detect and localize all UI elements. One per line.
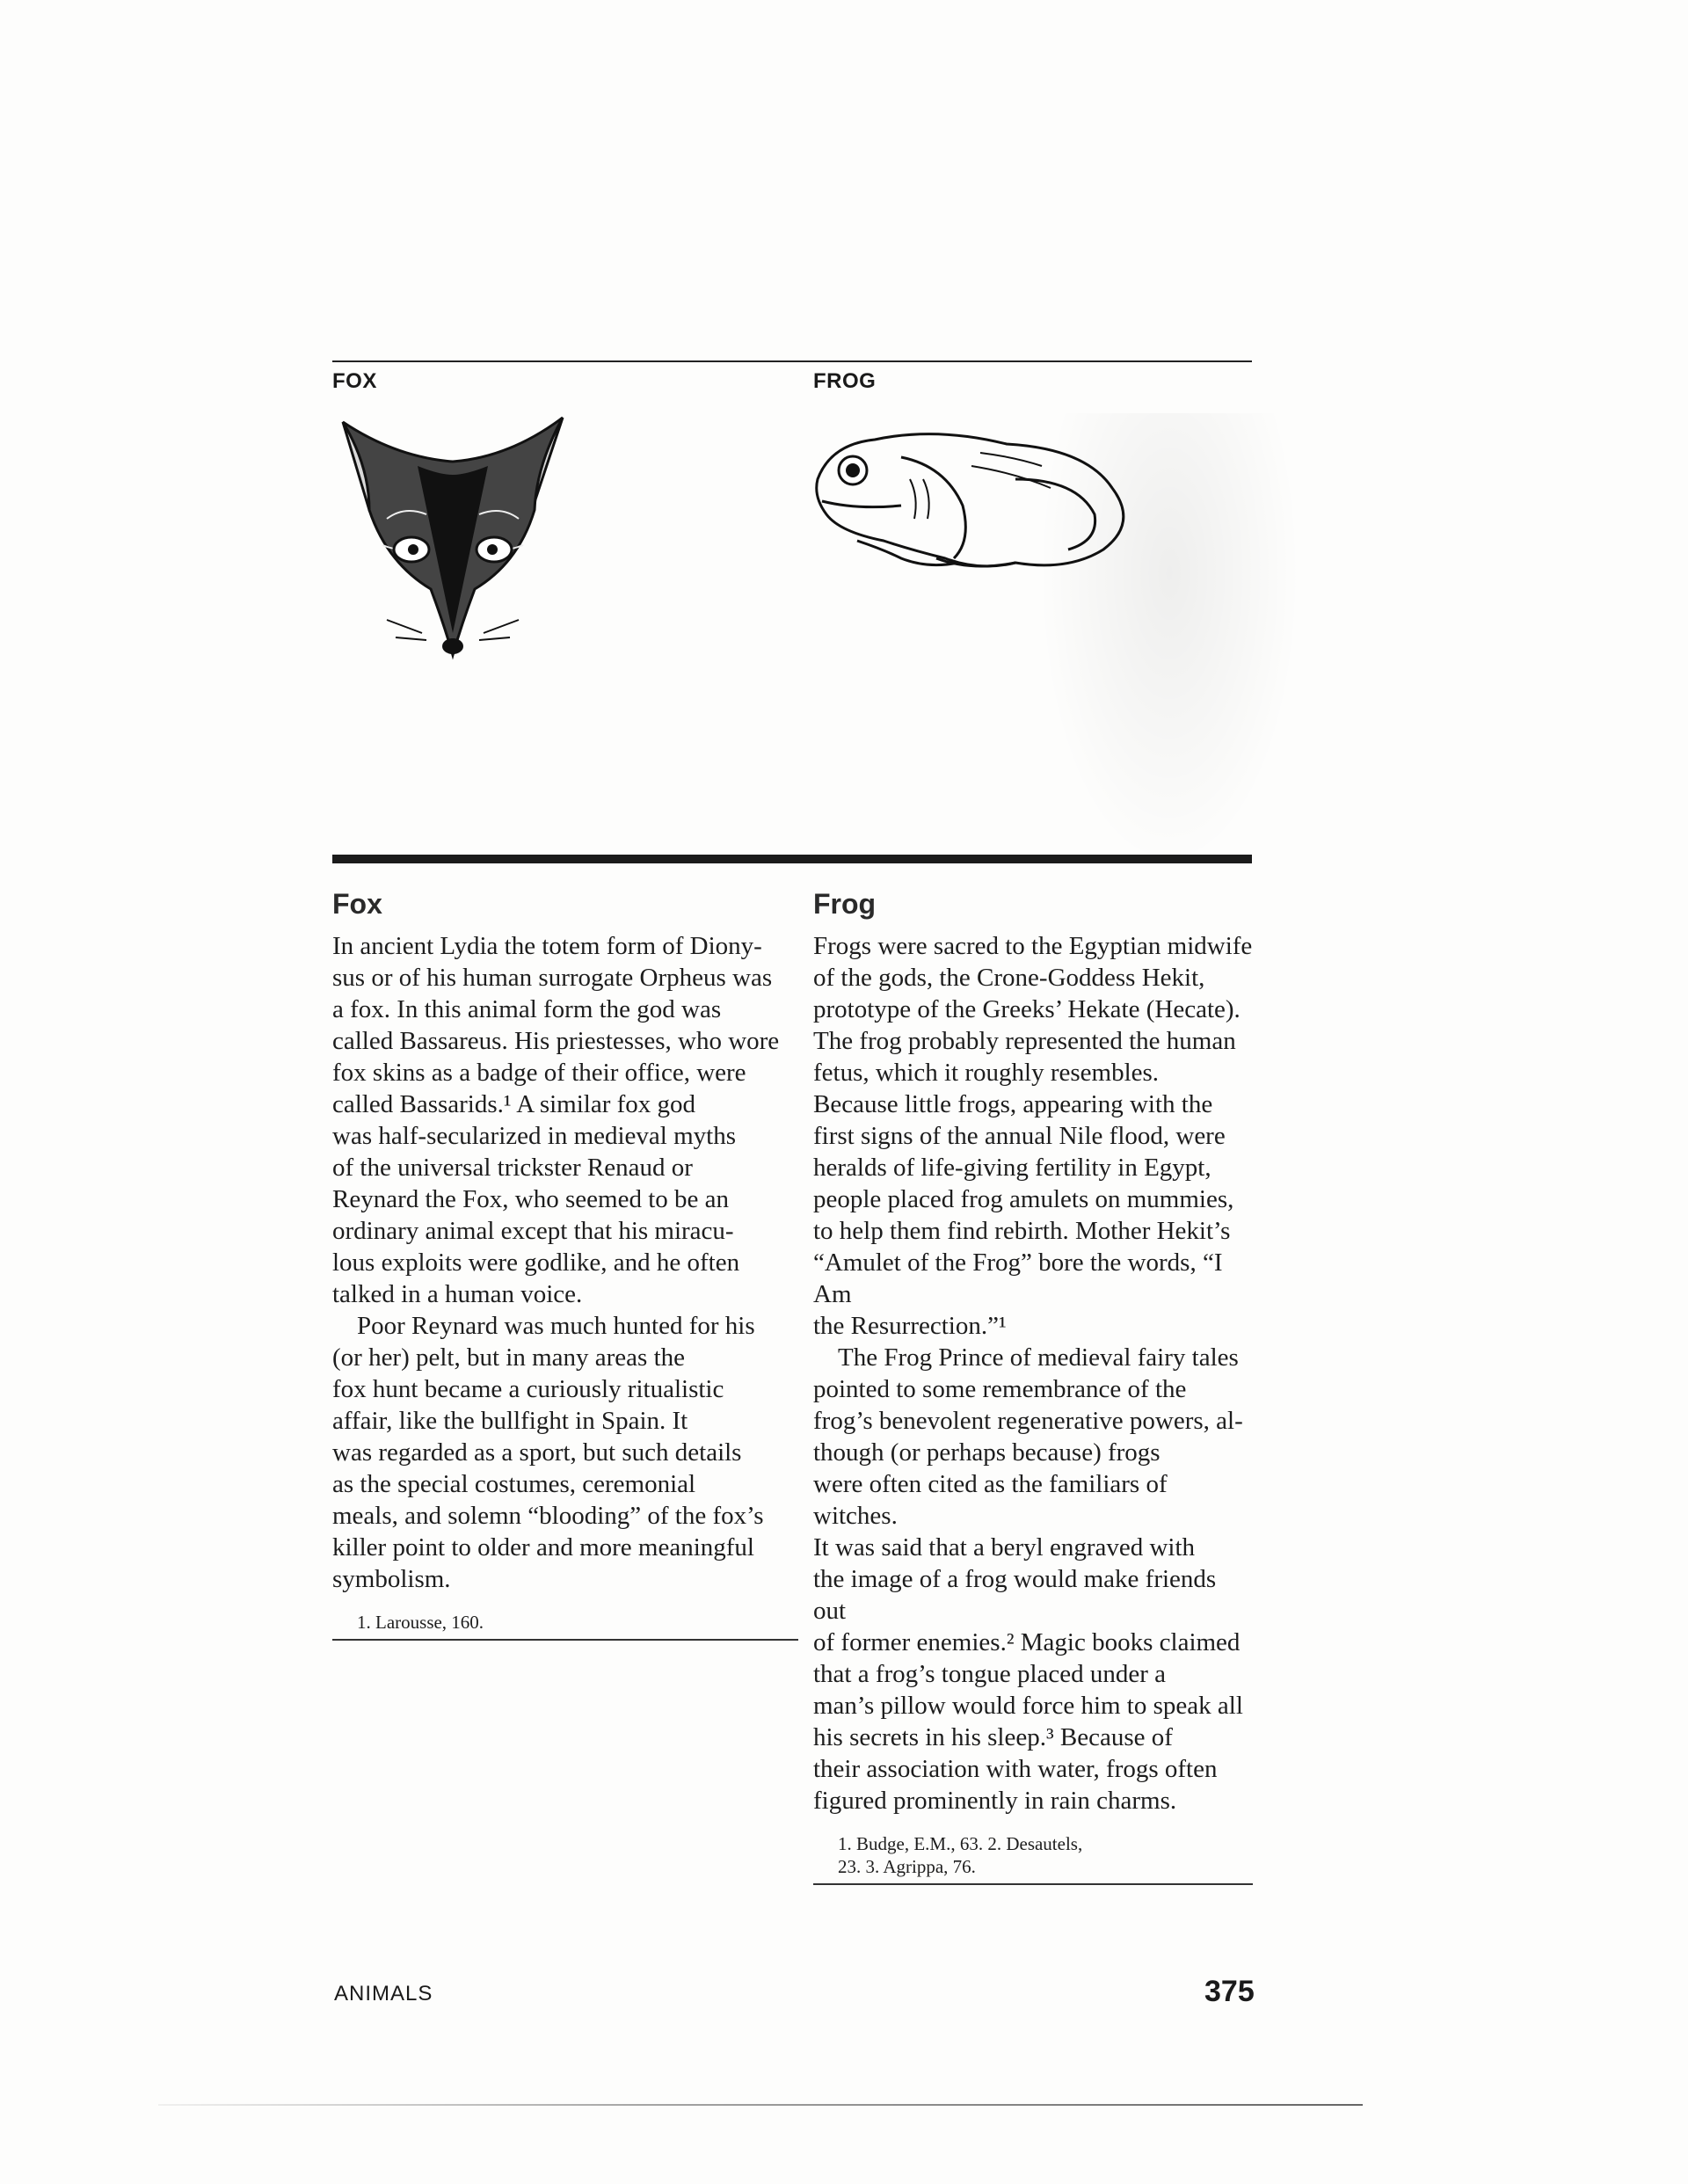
frog-section-heading: FROG	[813, 369, 877, 393]
section-divider	[332, 855, 1252, 863]
frog-icon	[804, 418, 1156, 585]
fox-paragraph-1: In ancient Lydia the totem form of Diony- sus or of his human surrogate Orpheus was a fox. In this animal form the god was called Bassareus. His priestesses, who wore fox skins as a badge of their office, were called Bassarids.¹ A similar fox god was half-secularized in medieval myths of the universal trickster Renaud or Reynard the Fox, who seemed to be an ordinary animal except that his miracu- lous exploits were godlike, and he often talked in a human voice.	[332, 932, 780, 1308]
scan-edge-line	[158, 2104, 1363, 2106]
page-number: 375	[1204, 1975, 1255, 2008]
frog-paragraph-2: The Frog Prince of medieval fairy tales pointed to some remembrance of the frog’s benevolent regenerative powers, al- though (or perhaps because) frogs were often cited as the familiars of witches. It was said that a beryl engraved with the image of a frog would make friends out of former enemies.² Magic books claimed that a frog’s tongue placed under a man’s pillow would force him to speak all his secrets in his sleep.³ Because of their association with water, frogs often figured prominently in rain charms.	[813, 1343, 1243, 1815]
fox-paragraph-2: Poor Reynard was much hunted for his (or her) pelt, but in many areas the fox hunt became a curiously ritualistic affair, like the bullfight in Spain. It was regarded as a sport, but such details as the special costumes, ceremonial meals, and solemn “blooding” of the fox’s killer point to older and more meaningful symbolism.	[332, 1312, 764, 1593]
fox-footnote: 1. Larousse, 160.	[357, 1612, 484, 1633]
fox-section-heading: FOX	[332, 369, 377, 393]
frog-footnote: 1. Budge, E.M., 63. 2. Desautels, 23. 3. Agrippa, 76.	[838, 1833, 1083, 1877]
fox-entry-title: Fox	[332, 888, 382, 920]
frog-footnote-rule	[813, 1883, 1253, 1885]
footer-section-label: ANIMALS	[334, 1982, 433, 2006]
fox-text-column	[332, 930, 798, 1641]
frog-footnotes	[813, 1832, 1253, 1885]
frog-text-column	[813, 930, 1253, 1885]
frog-paragraph-1: Frogs were sacred to the Egyptian midwife of the gods, the Crone-Goddess Hekit, prototype of the Greeks’ Hekate (Hecate). The frog probably represented the human fetus, which it roughly resembles. Because little frogs, appearing with the first signs of the annual Nile flood, were heralds of life-giving fertility in Egypt, people placed frog amulets on mummies, to help them find rebirth. Mother Hekit’s “Amulet of the Frog” bore the words, “I Am the Resurrection.”¹	[813, 932, 1253, 1340]
top-rule	[332, 360, 1252, 362]
fox-footnote-rule	[332, 1639, 798, 1641]
frog-entry-title: Frog	[813, 888, 877, 920]
fox-footnotes	[332, 1611, 798, 1641]
fox-head-icon	[334, 413, 571, 668]
